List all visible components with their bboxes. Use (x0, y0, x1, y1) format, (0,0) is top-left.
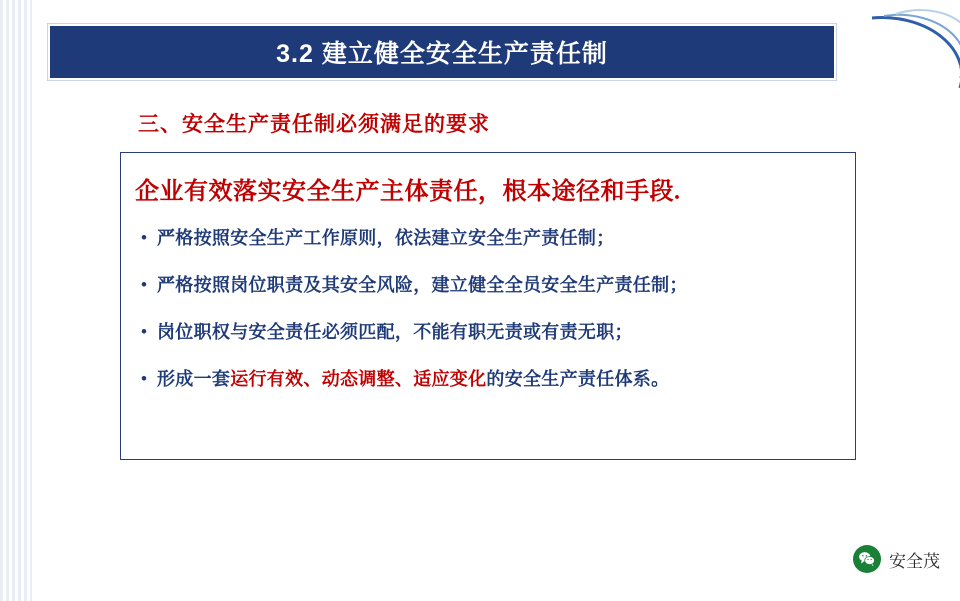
list-item (131, 366, 845, 392)
content-box (120, 152, 856, 460)
slide-title-bar (48, 24, 836, 80)
bullet-icon: • (141, 228, 147, 247)
list-item-text: 岗位职权与安全责任必须匹配，不能有职无责或有责无职； (157, 322, 633, 342)
list-item-text (157, 366, 669, 392)
list-item-text-part: 形成一套 (157, 369, 231, 389)
bullet-icon: • (141, 275, 147, 294)
page-title: 3.2 建立健全安全生产责任制 (276, 40, 608, 68)
list-item-text: 严格按照安全生产工作原则，依法建立安全生产责任制； (157, 228, 615, 248)
bullet-icon: • (141, 369, 147, 388)
list-item (131, 225, 845, 251)
list-item-text-part: 的安全生产责任体系。 (486, 369, 670, 389)
footer-label: 安全茂 (889, 551, 940, 571)
lead-statement: 企业有效落实安全生产主体责任，根本途径和手段. (135, 179, 681, 205)
bullet-list (131, 225, 845, 413)
list-item-text-highlight: 运行有效、动态调整、适应变化 (230, 369, 487, 389)
list-item (131, 272, 845, 298)
left-decorative-stripes (0, 0, 32, 601)
section-heading: 三、安全生产责任制必须满足的要求 (138, 112, 490, 136)
list-item-text: 严格按照岗位职责及其安全风险，建立健全全员安全生产责任制； (157, 275, 688, 295)
bullet-icon: • (141, 322, 147, 341)
list-item (131, 319, 845, 345)
left-band-edge (32, 0, 34, 601)
wechat-icon (853, 545, 881, 573)
footer-branding (853, 545, 940, 573)
